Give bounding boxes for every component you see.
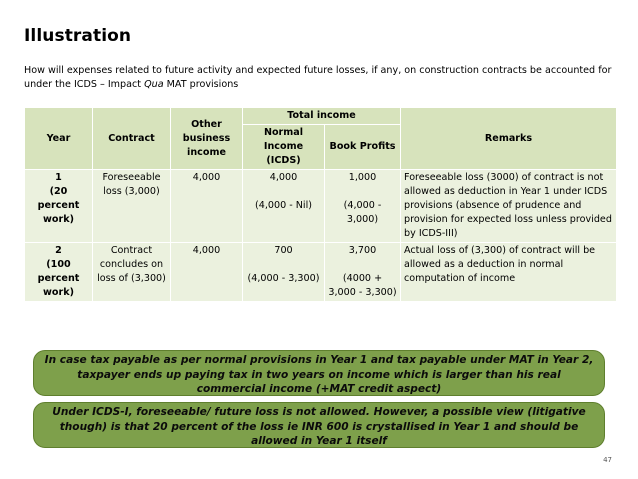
cell-contract: Contract concludes on loss of (3,300) — [93, 243, 171, 302]
header-normal-income: Normal Income (ICDS) — [243, 125, 325, 170]
cell-book-profits — [325, 243, 401, 302]
header-contract: Contract — [93, 108, 171, 170]
cell-year — [25, 243, 93, 302]
intro-text-end: MAT provisions — [163, 79, 239, 90]
header-remarks: Remarks — [401, 108, 617, 170]
cell-remarks: Foreseeable loss (3000) of contract is not allowed as deduction in Year 1 under ICDS provisions (absence of prudence and provision for expected loss unless provided by ICDS-III) — [401, 170, 617, 243]
header-total-income: Total income — [243, 108, 401, 125]
normal-income-value: 700 — [274, 245, 293, 256]
cell-year — [25, 170, 93, 243]
normal-income-value: 4,000 — [269, 172, 298, 183]
page-title: Illustration — [24, 26, 132, 46]
table-row — [25, 243, 617, 302]
header-other-income: Other business income — [171, 108, 243, 170]
callout-tax-payable: In case tax payable as per normal provisions in Year 1 and tax payable under MAT in Year 2, taxpayer ends up paying tax in two years on income which is larger than his real commercial income (+MAT credit aspect) — [33, 350, 605, 396]
year-note: (100 percent work) — [37, 259, 80, 298]
intro-text-start: How will expenses related to future activity and expected future losses, if any, on construction contracts be accounted for under the ICDS – Impact — [24, 65, 612, 90]
table-header-row — [25, 108, 617, 125]
year-note: (20 percent work) — [37, 186, 80, 225]
page-number: 47 — [603, 456, 612, 464]
intro-text-italic: Qua — [144, 79, 164, 90]
book-profits-value: 3,700 — [348, 245, 377, 256]
cell-remarks: Actual loss of (3,300) of contract will be allowed as a deduction in normal computation of income — [401, 243, 617, 302]
table-row — [25, 170, 617, 243]
header-book-profits: Book Profits — [325, 125, 401, 170]
book-profits-calc: (4,000 - 3,000) — [343, 200, 382, 225]
book-profits-calc: (4000 + 3,000 - 3,300) — [328, 273, 397, 298]
year-number: 1 — [55, 172, 62, 183]
cell-other-income: 4,000 — [171, 243, 243, 302]
callout-icds-view: Under ICDS-I, foreseeable/ future loss is not allowed. However, a possible view (litigative though) is that 20 percent of the loss ie INR 600 is crystallised in Year 1 and should be allowed in Year 1 itself — [33, 402, 605, 448]
illustration-table — [24, 107, 617, 302]
intro-text — [24, 64, 624, 92]
cell-other-income: 4,000 — [171, 170, 243, 243]
normal-income-calc: (4,000 - 3,300) — [247, 273, 320, 284]
normal-income-calc: (4,000 - Nil) — [254, 200, 313, 211]
cell-normal-income — [243, 243, 325, 302]
book-profits-value: 1,000 — [348, 172, 377, 183]
cell-book-profits — [325, 170, 401, 243]
cell-normal-income — [243, 170, 325, 243]
year-number: 2 — [55, 245, 62, 256]
cell-contract: Foreseeable loss (3,000) — [93, 170, 171, 243]
header-year: Year — [25, 108, 93, 170]
